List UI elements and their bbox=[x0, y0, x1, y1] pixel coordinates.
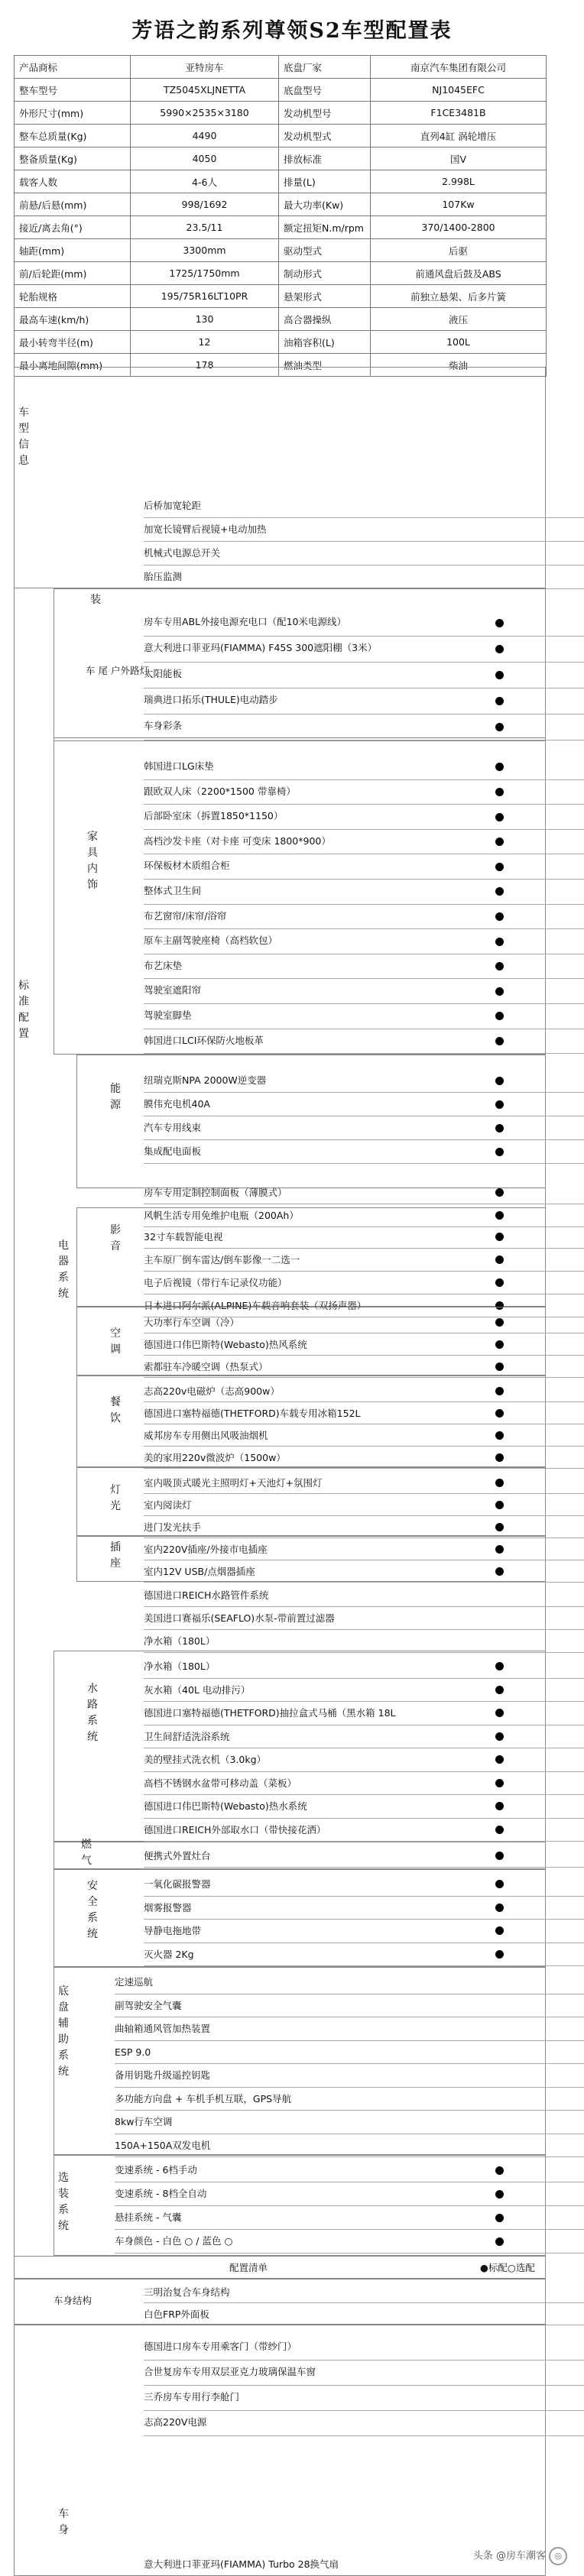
row-divider bbox=[144, 1867, 584, 1868]
spec-value: 178 bbox=[131, 354, 279, 377]
config-item: 三明治复合车身结构 bbox=[144, 2286, 230, 2298]
car-body-cut-item: 意大利进口菲亚玛(FIAMMA) Turbo 28换气扇 bbox=[144, 2558, 339, 2570]
spec-label: 整车总质量(Kg) bbox=[15, 125, 131, 147]
config-item: 德国进口伟巴斯特(Webasto)热水系统 bbox=[144, 1800, 307, 1812]
standard-bullet bbox=[495, 1950, 504, 1959]
av-label: 影 音 bbox=[110, 1224, 121, 1252]
standard-bullet bbox=[495, 912, 504, 921]
config-item: 布艺床垫 bbox=[144, 959, 183, 971]
spec-label: 底盘厂家 bbox=[279, 56, 371, 79]
config-item: 备用钥匙升级遥控钥匙 bbox=[115, 2069, 211, 2081]
spec-value: 南京汽车集团有限公司 bbox=[371, 56, 547, 79]
spec-label: 驱动型式 bbox=[279, 239, 371, 262]
energy-label: 能 源 bbox=[110, 1083, 121, 1111]
config-item: 后部卧室床（拆置1850*1150） bbox=[144, 810, 284, 822]
spec-value: 998/1692 bbox=[131, 193, 279, 216]
spec-label: 排量(L) bbox=[279, 170, 371, 193]
optional-label: 选 装 系 统 bbox=[58, 2172, 69, 2232]
config-item: 德国进口房车专用乘客门（带纱门） bbox=[144, 2341, 297, 2352]
config-item: 灰水箱（40L 电动排污） bbox=[144, 1683, 251, 1696]
row-divider bbox=[144, 1582, 584, 1583]
config-item: 一氧化碳报警器 bbox=[144, 1878, 211, 1890]
config-item: 副驾驶安全气囊 bbox=[115, 1999, 182, 2011]
config-item: 美国进口赛福乐(SEAFLO)水泵-带前置过滤器 bbox=[144, 1612, 335, 1624]
config-item: 驾驶室脚垫 bbox=[144, 1009, 192, 1021]
row-divider bbox=[115, 2205, 584, 2206]
standard-bullet bbox=[495, 1188, 504, 1197]
spec-value: 2.998L bbox=[371, 170, 547, 193]
config-item: 跟欧双人床（2200*1500 带靠椅） bbox=[144, 785, 296, 797]
spec-value: 后驱 bbox=[371, 239, 547, 262]
config-item: 索都驻车冷暖空调（热泵式） bbox=[144, 1361, 268, 1372]
spec-value: 130 bbox=[131, 308, 279, 331]
spec-label: 轴距(mm) bbox=[15, 239, 131, 262]
config-item: 白色FRP外面板 bbox=[144, 2309, 209, 2320]
spec-value: 4-6人 bbox=[131, 170, 279, 193]
spec-label: 发动机型式 bbox=[279, 125, 371, 147]
chassis-label: 底 盘 辅 助 系 统 bbox=[58, 1985, 69, 2078]
config-item: 德国进口塞特福德(THETFORD)抽拉盒式马桶（黑水箱 18L bbox=[144, 1707, 396, 1719]
config-item: 灭火器 2Kg bbox=[144, 1948, 194, 1960]
page-title: 芳语之韵系列尊领S2车型配置表 bbox=[131, 19, 453, 43]
spec-value: 23.5/11 bbox=[131, 216, 279, 239]
standard-bullet bbox=[495, 1037, 504, 1045]
spec-label: 高合器操纵 bbox=[279, 308, 371, 331]
row-divider bbox=[144, 1003, 584, 1004]
config-item: 导静电拖地带 bbox=[144, 1925, 202, 1936]
standard-bullet bbox=[495, 1077, 504, 1085]
standard-bullet bbox=[495, 1124, 504, 1132]
config-item: ESP 9.0 bbox=[115, 2046, 151, 2058]
config-item: 32寸车载智能电视 bbox=[144, 1231, 223, 1243]
config-item: 布艺窗帘/床帘/浴帘 bbox=[144, 909, 227, 922]
spec-value: 1725/1750mm bbox=[131, 262, 279, 285]
car-body-label: 车 身 bbox=[58, 2508, 69, 2536]
spec-label: 载客人数 bbox=[15, 170, 131, 193]
spec-value: 107Kw bbox=[371, 193, 547, 216]
standard-bullet bbox=[495, 1148, 504, 1156]
standard-bullet bbox=[495, 697, 504, 705]
spec-value: TZ5045XLJNETTA bbox=[131, 79, 279, 102]
row-divider bbox=[144, 978, 584, 979]
gas-label: 燃 气 bbox=[81, 1839, 92, 1867]
spec-label: 前悬/后悬(mm) bbox=[15, 193, 131, 216]
spec-value: 国V bbox=[371, 147, 547, 170]
config-item: 变速系统 - 6档手动 bbox=[115, 2164, 197, 2176]
gas-section bbox=[54, 1842, 546, 1869]
exterior-label: 装 bbox=[90, 594, 101, 606]
standard-bullet bbox=[495, 2214, 504, 2222]
standard-bullet bbox=[495, 987, 504, 996]
config-item: 主车原厂倒车雷达/倒车影像一二选一 bbox=[144, 1254, 300, 1265]
standard-bullet bbox=[495, 645, 504, 653]
config-item: 德国进口REICH水路管件系统 bbox=[144, 1589, 269, 1601]
standard-bullet bbox=[495, 2190, 504, 2199]
standard-bullet bbox=[495, 1387, 504, 1395]
spec-label: 悬架形式 bbox=[279, 285, 371, 308]
spec-value: NJ1045EFC bbox=[371, 79, 547, 102]
config-list-header bbox=[14, 2256, 546, 2279]
spec-value: 12 bbox=[131, 331, 279, 354]
config-item: 便携式外置灶台 bbox=[144, 1850, 211, 1862]
body-structure-section bbox=[14, 2279, 546, 2325]
spec-value: 直列4缸 涡轮增压 bbox=[371, 125, 547, 147]
config-item: 三乔房车专用行李舱门 bbox=[144, 2391, 240, 2403]
water-label: 水 路 系 统 bbox=[87, 1683, 98, 1743]
config-item: 美的壁挂式洗衣机（3.0kg） bbox=[144, 1754, 267, 1765]
standard-bullet bbox=[495, 1567, 504, 1576]
config-item: 志高220V电源 bbox=[144, 2416, 207, 2428]
standard-bullet bbox=[495, 671, 504, 679]
config-item: 后桥加宽轮距 bbox=[144, 500, 202, 511]
config-item: 车身彩条 bbox=[144, 720, 183, 731]
safety-label: 安 全 系 统 bbox=[87, 1880, 98, 1940]
spec-value: F1CE3481B bbox=[371, 102, 547, 125]
config-item: 车身颜色 - 白色 ○ / 蓝色 ○ bbox=[115, 2235, 233, 2247]
standard-bullet bbox=[495, 1779, 504, 1787]
spec-value: 4490 bbox=[131, 125, 279, 147]
standard-bullet bbox=[495, 1545, 504, 1554]
spec-label: 整备质量(Kg) bbox=[15, 147, 131, 170]
standard-bullet bbox=[495, 863, 504, 871]
spec-label: 排放标准 bbox=[279, 147, 371, 170]
config-item: 汽车专用线束 bbox=[144, 1122, 202, 1133]
config-item: 美的家用220v微波炉（1500w） bbox=[144, 1452, 286, 1463]
config-item: 房车专用ABL外接电源充电口（配10米电源线） bbox=[144, 616, 346, 627]
standard-bullet bbox=[495, 1852, 504, 1860]
config-item: 高档不锈钢水盆带可移动盖（菜板） bbox=[144, 1777, 297, 1789]
config-item: 纽瑞克斯NPA 2000W逆变器 bbox=[144, 1074, 267, 1086]
config-item: 定速巡航 bbox=[115, 1976, 154, 1988]
config-item: 室内吸顶式暖光主照明灯+天池灯+氛围灯 bbox=[144, 1477, 323, 1489]
watermark bbox=[473, 2547, 567, 2565]
row-divider bbox=[144, 662, 584, 663]
row-divider bbox=[144, 1139, 584, 1140]
config-item: 志高220v电磁炉（志高900w） bbox=[144, 1385, 280, 1397]
standard-bullet bbox=[495, 2237, 504, 2246]
vehicle-info-label: 车 型 信 息 bbox=[18, 407, 29, 467]
spec-value: 5990×2535×3180 bbox=[131, 102, 279, 125]
spec-label: 最小转弯半径(m) bbox=[15, 331, 131, 354]
furniture-section bbox=[54, 737, 546, 1055]
spec-label: 最小离地间隙(mm) bbox=[15, 354, 131, 377]
config-item: 太阳能板 bbox=[144, 668, 183, 679]
config-item: 烟雾报警器 bbox=[144, 1901, 192, 1913]
config-item: 韩国进口LG床垫 bbox=[144, 760, 214, 772]
config-item: 德国进口塞特福德(THETFORD)车载专用冰箱152L bbox=[144, 1408, 361, 1419]
standard-bullet bbox=[495, 813, 504, 821]
config-item: 净水箱（180L） bbox=[144, 1661, 216, 1672]
standard-bullet bbox=[495, 938, 504, 946]
kitchen-label: 餐 饮 bbox=[110, 1396, 121, 1424]
spec-value: 4050 bbox=[131, 147, 279, 170]
spec-label: 产品商标 bbox=[15, 56, 131, 79]
config-item: 室内220V插座/外接市电插座 bbox=[144, 1544, 268, 1555]
config-item: 集成配电面板 bbox=[144, 1145, 202, 1157]
config-item: 环保板材木质组合柜 bbox=[144, 860, 230, 872]
standard-bullet bbox=[495, 2166, 504, 2175]
spec-value: 370/1400-2800 bbox=[371, 216, 547, 239]
legend: ●标配○选配 bbox=[480, 2262, 535, 2273]
spec-label: 最高车速(km/h) bbox=[15, 308, 131, 331]
spec-label: 燃油类型 bbox=[279, 354, 371, 377]
config-item: 原车主副驾驶座椅（高档软包） bbox=[144, 935, 278, 947]
row-divider bbox=[144, 1493, 584, 1494]
config-item: 瑞典进口拓乐(THULE)电动踏步 bbox=[144, 694, 278, 705]
vehicle-info-section bbox=[14, 367, 546, 588]
standard-bullet bbox=[495, 1686, 504, 1694]
ac-label: 空 调 bbox=[110, 1327, 121, 1356]
spec-value: 柴油 bbox=[371, 354, 547, 377]
standard-bullet bbox=[495, 619, 504, 627]
config-item: 风帆生活专用免维护电瓶（200Ah） bbox=[144, 1210, 299, 1221]
row-divider bbox=[144, 1965, 584, 1966]
spec-label: 轮胎规格 bbox=[15, 285, 131, 308]
spec-value: 3300mm bbox=[131, 239, 279, 262]
standard-bullet bbox=[495, 1431, 504, 1440]
spec-label: 底盘型号 bbox=[279, 79, 371, 102]
standard-bullet bbox=[495, 1826, 504, 1834]
lighting-label: 灯 光 bbox=[110, 1484, 121, 1512]
spec-label: 外形尺寸(mm) bbox=[15, 102, 131, 125]
spec-label: 制动形式 bbox=[279, 262, 371, 285]
config-item: 进门发光扶手 bbox=[144, 1521, 202, 1533]
config-item: 膜伟充电机40A bbox=[144, 1098, 210, 1110]
safety-section bbox=[54, 1869, 546, 1967]
standard-bullet bbox=[495, 1501, 504, 1509]
spec-value: 液压 bbox=[371, 308, 547, 331]
exterior-inline-item: 车 尾 户外路灯 bbox=[86, 665, 149, 676]
row-divider bbox=[115, 2253, 584, 2254]
standard-bullet bbox=[495, 1732, 504, 1741]
standard-bullet bbox=[495, 1233, 504, 1241]
config-item: 整体式卫生间 bbox=[144, 885, 202, 896]
socket-label: 插 座 bbox=[110, 1541, 121, 1570]
config-item: 威邦房车专用侧出风吸油烟机 bbox=[144, 1430, 268, 1441]
standard-bullet bbox=[495, 723, 504, 731]
furniture-label: 家 具 内 饰 bbox=[87, 831, 98, 891]
standard-bullet bbox=[495, 788, 504, 796]
config-item: 房车专用定制控制面板（薄膜式） bbox=[144, 1187, 287, 1198]
config-item: 大功率行车空调（冷） bbox=[144, 1317, 240, 1328]
row-divider bbox=[115, 2110, 584, 2111]
spec-value: 前通风盘后鼓及ABS bbox=[371, 262, 547, 285]
config-item: 韩国进口LCI环保防火地板革 bbox=[144, 1034, 264, 1046]
spec-label: 前/后轮距(mm) bbox=[15, 262, 131, 285]
config-item: 意大利进口菲亚玛(FIAMMA) F45S 300遮阳棚（3米） bbox=[144, 642, 378, 653]
spec-label: 发动机型号 bbox=[279, 102, 371, 125]
spec-label: 额定扭矩N.m/rpm bbox=[279, 216, 371, 239]
watermark-text: 头条 @房车潮客 bbox=[472, 2550, 546, 2562]
spec-label: 整车型号 bbox=[15, 79, 131, 102]
spec-label: 最大功率(Kw) bbox=[279, 193, 371, 216]
config-item: 加宽长镜臂后视镜+电动加热 bbox=[144, 523, 267, 535]
standard-bullet bbox=[495, 1100, 504, 1109]
config-item: 悬挂系统 - 气囊 bbox=[115, 2211, 182, 2223]
row-divider bbox=[144, 2302, 584, 2303]
standard-bullet bbox=[495, 1453, 504, 1462]
electrical-label: 电 器 系 统 bbox=[58, 1239, 69, 1300]
config-item: 电子后视镜（带行车记录仪功能） bbox=[144, 1277, 287, 1288]
config-item: 曲轴箱通风管加热装置 bbox=[115, 2023, 211, 2034]
config-item: 日本进口阿尔派(ALPINE)车载音响套装（双扬声器） bbox=[144, 1300, 367, 1311]
row-divider bbox=[144, 1919, 584, 1920]
standard-bullet bbox=[495, 1479, 504, 1487]
standard-bullet bbox=[495, 1904, 504, 1912]
config-item: 机械式电源总开关 bbox=[144, 547, 221, 559]
standard-bullet bbox=[495, 1340, 504, 1349]
config-item: 净水箱（180L） bbox=[144, 1635, 216, 1647]
config-item: 变速系统 - 8档全自动 bbox=[115, 2188, 207, 2199]
body-structure-label: 车身结构 bbox=[54, 2295, 92, 2306]
standard-config-label: 标 准 配 置 bbox=[18, 980, 29, 1040]
config-item: 室内阅读灯 bbox=[144, 1499, 192, 1511]
config-item: 德国进口伟巴斯特(Webasto)热风系统 bbox=[144, 1339, 307, 1350]
row-divider bbox=[144, 1515, 584, 1516]
standard-bullet bbox=[495, 1409, 504, 1418]
spec-value: 195/75R16LT10PR bbox=[131, 285, 279, 308]
standard-bullet bbox=[495, 1318, 504, 1327]
row-divider bbox=[144, 2435, 584, 2436]
config-item: 卫生间舒适洗浴系统 bbox=[144, 1730, 230, 1742]
config-item: 高档沙发卡座（对卡座 可变床 1800*900） bbox=[144, 834, 331, 847]
row-divider bbox=[144, 1896, 584, 1897]
spec-label: 接近/离去角(°) bbox=[15, 216, 131, 239]
standard-bullet bbox=[495, 1363, 504, 1371]
camera-icon: ◎ bbox=[549, 2547, 567, 2565]
spec-value: 亚特房车 bbox=[131, 56, 279, 79]
row-divider bbox=[115, 2040, 584, 2041]
config-item: 胎压监测 bbox=[144, 571, 183, 582]
config-item: 8kw行车空调 bbox=[115, 2116, 173, 2127]
row-divider bbox=[144, 879, 584, 880]
row-divider bbox=[144, 1163, 584, 1164]
spec-label: 油箱容积(L) bbox=[279, 331, 371, 354]
config-item: 合世复房车专用双层亚克力玻璃保温车窗 bbox=[144, 2366, 316, 2377]
spec-value: 前独立悬架、后多片簧 bbox=[371, 285, 547, 308]
config-item: 室内12V USB/点烟器插座 bbox=[144, 1566, 255, 1577]
config-item: 德国进口REICH外部取水口（带快接花洒） bbox=[144, 1823, 326, 1836]
standard-bullet bbox=[495, 1256, 504, 1264]
config-item: 驾驶室遮阳帘 bbox=[144, 984, 202, 996]
standard-bullet bbox=[495, 1523, 504, 1531]
spec-value: 100L bbox=[371, 331, 547, 354]
row-divider bbox=[144, 2410, 584, 2411]
config-item: 多功能方向盘 + 车机手机互联，GPS导航 bbox=[115, 2092, 292, 2105]
standard-bullet bbox=[495, 1278, 504, 1287]
config-list-label: 配置清单 bbox=[229, 2262, 268, 2273]
config-item: 150A+150A双发电机 bbox=[115, 2139, 211, 2151]
